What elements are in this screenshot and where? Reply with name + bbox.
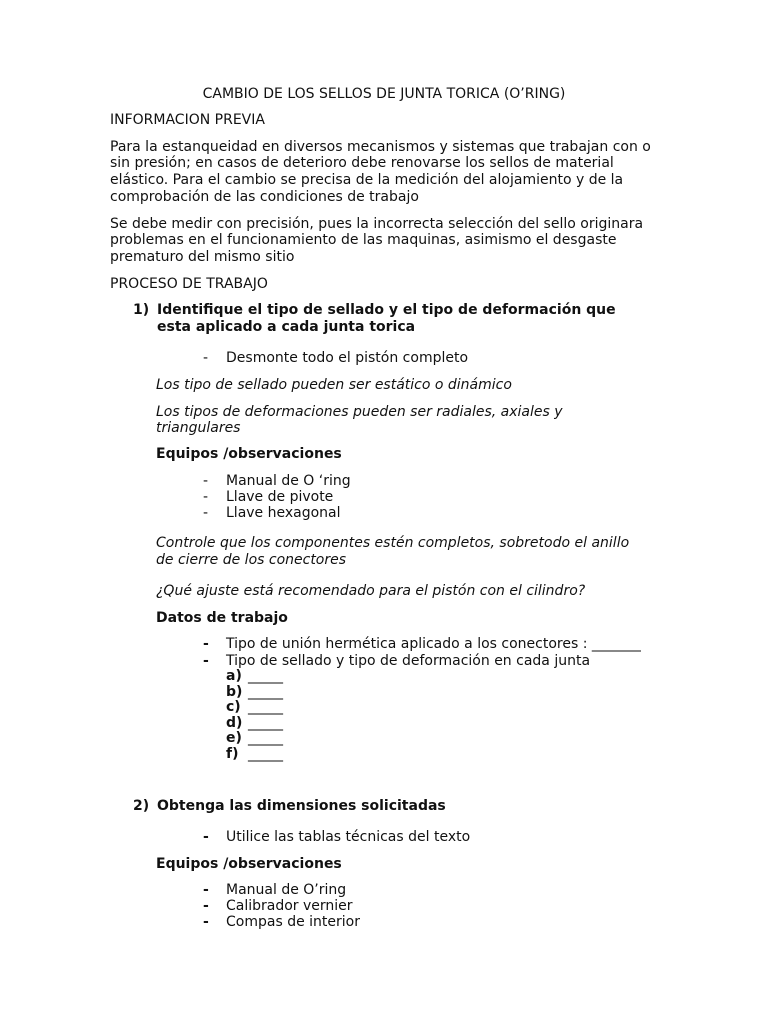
step-1-bullet: Desmonte todo el pistón completo [226, 350, 469, 366]
step-1-equip-dash-3: - [203, 505, 209, 521]
step-1-note-deform-line-1: Los tipos de deformaciones pueden ser radiales, axiales y [156, 404, 563, 420]
step-1-data-item: Tipo de sellado y tipo de deformación en cada junta [226, 653, 591, 669]
info-heading: INFORMACION PREVIA [110, 112, 265, 128]
info-paragraph-2-line-1: Se debe medir con precisión, pues la incorrecta selección del sello originara [110, 216, 644, 232]
sub-item-blank: _____ [248, 684, 283, 700]
step-1-note-check-line-1: Controle que los componentes estén completos, sobretodo el anillo [156, 535, 630, 551]
step-1-data-item: Tipo de unión hermética aplicado a los conectores : _______ [226, 636, 641, 652]
step-1-data-dash-1: - [203, 636, 209, 652]
sub-item-blank: _____ [248, 715, 283, 731]
sub-item-blank: _____ [248, 746, 283, 762]
sub-item-label: a) [226, 668, 242, 684]
step-2-equip-dash-3: - [203, 914, 209, 930]
step-2-number: 2) [133, 798, 150, 814]
sub-item-label: e) [226, 730, 242, 746]
step-2-equip-item: Manual de O’ring [226, 882, 347, 898]
step-2-equip-dash-1: - [203, 882, 209, 898]
step-1-equip-heading: Equipos /observaciones [156, 446, 342, 462]
sub-item-blank: _____ [248, 668, 283, 684]
sub-item-label: b) [226, 684, 243, 700]
step-1-note-sealing: Los tipo de sellado pueden ser estático o dinámico [156, 377, 512, 393]
step-1-note-check-line-2: de cierre de los conectores [156, 552, 347, 568]
info-paragraph-2-line-2: problemas en el funcionamiento de las maquinas, asimismo el desgaste [110, 232, 617, 248]
page-title: CAMBIO DE LOS SELLOS DE JUNTA TORICA (O’RING) [202, 86, 566, 102]
step-1-title-line-2: esta aplicado a cada junta torica [157, 319, 416, 335]
sub-item-blank: _____ [248, 730, 283, 746]
info-paragraph-1-line-1: Para la estanqueidad en diversos mecanismos y sistemas que trabajan con o [110, 139, 651, 155]
step-2-equip-item: Calibrador vernier [226, 898, 353, 914]
step-1-data-heading: Datos de trabajo [156, 610, 288, 626]
step-2-bullet: Utilice las tablas técnicas del texto [226, 829, 471, 845]
step-1-data-dash-2: - [203, 653, 209, 669]
step-1-bullet-dash: - [203, 350, 209, 366]
step-1-title-line-1: Identifique el tipo de sellado y el tipo de deformación que [157, 302, 616, 318]
step-1-equip-dash-1: - [203, 473, 209, 489]
process-heading: PROCESO DE TRABAJO [110, 276, 268, 292]
step-1-equip-dash-2: - [203, 489, 209, 505]
step-1-note-deform-line-2: triangulares [156, 420, 241, 436]
info-paragraph-1-line-4: comprobación de las condiciones de trabajo [110, 189, 419, 205]
info-paragraph-2-line-3: prematuro del mismo sitio [110, 249, 295, 265]
sub-item-label: c) [226, 699, 241, 715]
step-1-number: 1) [133, 302, 150, 318]
step-1-equip-item: Llave hexagonal [226, 505, 341, 521]
info-paragraph-1-line-2: sin presión; en casos de deterioro debe renovarse los sellos de material [110, 155, 614, 171]
step-2-bullet-dash: - [203, 829, 209, 845]
step-2-equip-dash-2: - [203, 898, 209, 914]
step-2-title: Obtenga las dimensiones solicitadas [157, 798, 446, 814]
sub-item-label: d) [226, 715, 243, 731]
sub-item-label: f) [226, 746, 239, 762]
step-1-question: ¿Qué ajuste está recomendado para el pistón con el cilindro? [156, 583, 586, 599]
step-1-equip-item: Manual de O ‘ring [226, 473, 351, 489]
info-paragraph-1-line-3: elástico. Para el cambio se precisa de la medición del alojamiento y de la [110, 172, 624, 188]
step-2-equip-item: Compas de interior [226, 914, 360, 930]
step-2-equip-heading: Equipos /observaciones [156, 856, 342, 872]
step-1-equip-item: Llave de pivote [226, 489, 334, 505]
sub-item-blank: _____ [248, 699, 283, 715]
